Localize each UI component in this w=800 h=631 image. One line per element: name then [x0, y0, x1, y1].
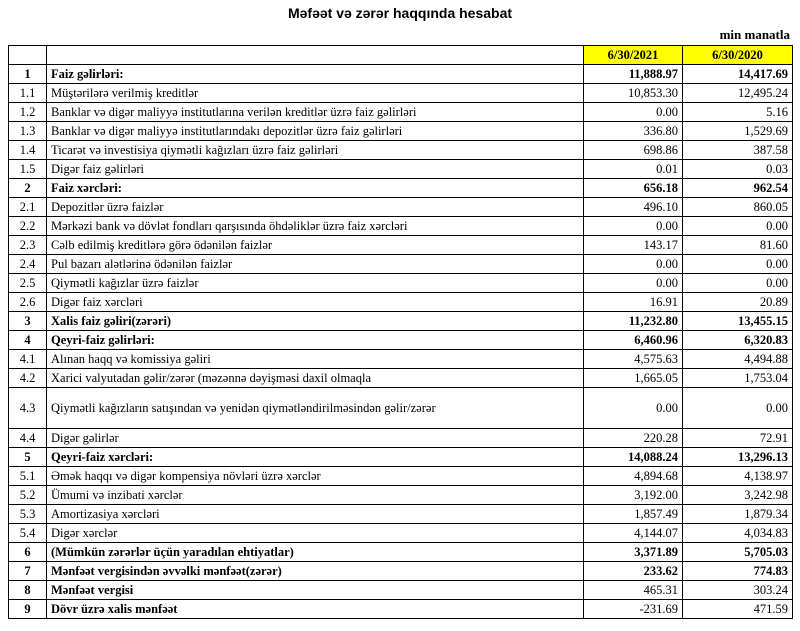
value-2020: 1,753.04 — [683, 369, 793, 388]
row-number: 2.6 — [9, 293, 47, 312]
value-2020: 6,320.83 — [683, 331, 793, 350]
value-2020: 0.00 — [683, 217, 793, 236]
value-2020: 3,242.98 — [683, 486, 793, 505]
table-row — [9, 160, 793, 179]
value-2020: 1,879.34 — [683, 505, 793, 524]
value-2021: 496.10 — [584, 198, 683, 217]
value-2020: 0.00 — [683, 255, 793, 274]
table-row — [9, 255, 793, 274]
row-number: 2.2 — [9, 217, 47, 236]
row-number: 6 — [9, 543, 47, 562]
row-number: 2 — [9, 179, 47, 198]
value-2020: 4,494.88 — [683, 350, 793, 369]
value-2020: 20.89 — [683, 293, 793, 312]
value-2020: 1,529.69 — [683, 122, 793, 141]
row-label: Cəlb edilmiş kreditlərə görə ödənilən faizlər — [47, 236, 584, 255]
value-2021: 3,371.89 — [584, 543, 683, 562]
row-number: 4.1 — [9, 350, 47, 369]
value-2021: 4,894.68 — [584, 467, 683, 486]
row-number: 4.4 — [9, 429, 47, 448]
value-2020: 303.24 — [683, 581, 793, 600]
value-2021: 143.17 — [584, 236, 683, 255]
table-row — [9, 581, 793, 600]
table-row — [9, 448, 793, 467]
row-label: Mənfəət vergisindən əvvəlki mənfəət(zərər) — [47, 562, 584, 581]
row-number: 1 — [9, 65, 47, 84]
value-2020: 5,705.03 — [683, 543, 793, 562]
value-2021: 0.00 — [584, 103, 683, 122]
value-2021: 11,888.97 — [584, 65, 683, 84]
row-label: Dövr üzrə xalis mənfəət — [47, 600, 584, 619]
row-number: 5.2 — [9, 486, 47, 505]
value-2020: 14,417.69 — [683, 65, 793, 84]
value-2021: 10,853.30 — [584, 84, 683, 103]
row-number: 1.2 — [9, 103, 47, 122]
value-2021: 0.00 — [584, 217, 683, 236]
value-2021: 233.62 — [584, 562, 683, 581]
table-row — [9, 312, 793, 331]
row-label: Faiz xərcləri: — [47, 179, 584, 198]
value-2020: 72.91 — [683, 429, 793, 448]
value-2021: 11,232.80 — [584, 312, 683, 331]
table-row — [9, 486, 793, 505]
table-row — [9, 141, 793, 160]
table-row — [9, 198, 793, 217]
row-label: Xarici valyutadan gəlir/zərər (məzənnə dəyişməsi daxil olmaqla — [47, 369, 584, 388]
value-2020: 962.54 — [683, 179, 793, 198]
value-2020: 4,138.97 — [683, 467, 793, 486]
row-number: 5.4 — [9, 524, 47, 543]
value-2021: 465.31 — [584, 581, 683, 600]
value-2021: 336.80 — [584, 122, 683, 141]
profit-loss-table — [8, 45, 793, 619]
header-blank-label — [47, 46, 584, 65]
value-2021: 0.00 — [584, 388, 683, 429]
table-row — [9, 524, 793, 543]
row-number: 8 — [9, 581, 47, 600]
table-row — [9, 429, 793, 448]
row-label: Qeyri-faiz xərcləri: — [47, 448, 584, 467]
value-2020: 774.83 — [683, 562, 793, 581]
row-label: Xalis faiz gəliri(zərəri) — [47, 312, 584, 331]
value-2020: 860.05 — [683, 198, 793, 217]
value-2021: 0.00 — [584, 255, 683, 274]
row-number: 1.4 — [9, 141, 47, 160]
row-label: (Mümkün zərərlər üçün yaradılan ehtiyatlar) — [47, 543, 584, 562]
header-blank-number — [9, 46, 47, 65]
table-row — [9, 293, 793, 312]
value-2021: -231.69 — [584, 600, 683, 619]
value-2021: 0.00 — [584, 274, 683, 293]
row-number: 1.3 — [9, 122, 47, 141]
table-row — [9, 467, 793, 486]
row-number: 7 — [9, 562, 47, 581]
row-number: 5.3 — [9, 505, 47, 524]
row-label: Pul bazarı alətlərinə ödənilən faizlər — [47, 255, 584, 274]
row-label: Qeyri-faiz gəlirləri: — [47, 331, 584, 350]
row-label: Amortizasiya xərcləri — [47, 505, 584, 524]
row-label: Faiz gəlirləri: — [47, 65, 584, 84]
value-2020: 13,455.15 — [683, 312, 793, 331]
value-2021: 656.18 — [584, 179, 683, 198]
row-label: Digər xərclər — [47, 524, 584, 543]
value-2021: 1,857.49 — [584, 505, 683, 524]
table-row — [9, 600, 793, 619]
table-row — [9, 103, 793, 122]
table-row — [9, 65, 793, 84]
row-label: Əmək haqqı və digər kompensiya növləri üzrə xərclər — [47, 467, 584, 486]
value-2020: 13,296.13 — [683, 448, 793, 467]
table-row — [9, 179, 793, 198]
row-number: 2.5 — [9, 274, 47, 293]
value-2020: 4,034.83 — [683, 524, 793, 543]
table-row — [9, 217, 793, 236]
report-table-body — [9, 65, 793, 619]
row-label: Digər faiz gəlirləri — [47, 160, 584, 179]
table-row — [9, 84, 793, 103]
value-2020: 5.16 — [683, 103, 793, 122]
value-2021: 6,460.96 — [584, 331, 683, 350]
row-number: 2.1 — [9, 198, 47, 217]
column-header-2020: 6/30/2020 — [683, 46, 793, 65]
value-2021: 4,575.63 — [584, 350, 683, 369]
table-row — [9, 236, 793, 255]
value-2020: 0.00 — [683, 274, 793, 293]
row-label: Ümumi və inzibati xərclər — [47, 486, 584, 505]
row-label: Qiymətli kağızlar üzrə faizlər — [47, 274, 584, 293]
row-label: Mərkəzi bank və dövlət fondları qarşısında öhdəliklər üzrə faiz xərcləri — [47, 217, 584, 236]
row-number: 4.2 — [9, 369, 47, 388]
row-number: 5 — [9, 448, 47, 467]
value-2020: 387.58 — [683, 141, 793, 160]
table-row — [9, 122, 793, 141]
table-row — [9, 331, 793, 350]
row-label: Digər gəlirlər — [47, 429, 584, 448]
page-title: Məfəət və zərər haqqında hesabat — [287, 5, 513, 21]
value-2020: 471.59 — [683, 600, 793, 619]
row-number: 2.3 — [9, 236, 47, 255]
value-2020: 81.60 — [683, 236, 793, 255]
value-2021: 0.01 — [584, 160, 683, 179]
value-2021: 4,144.07 — [584, 524, 683, 543]
value-2020: 12,495.24 — [683, 84, 793, 103]
table-header-row — [9, 46, 793, 65]
row-label: Digər faiz xərcləri — [47, 293, 584, 312]
table-row — [9, 543, 793, 562]
row-label: Ticarət və investisiya qiymətli kağızları üzrə faiz gəlirləri — [47, 141, 584, 160]
row-label: Müştərilərə verilmiş kreditlər — [47, 84, 584, 103]
row-number: 4.3 — [9, 388, 47, 429]
column-header-2021: 6/30/2021 — [584, 46, 683, 65]
row-number: 2.4 — [9, 255, 47, 274]
row-number: 1.1 — [9, 84, 47, 103]
unit-label: min manatla — [719, 27, 790, 42]
value-2021: 1,665.05 — [584, 369, 683, 388]
value-2020: 0.00 — [683, 388, 793, 429]
value-2021: 698.86 — [584, 141, 683, 160]
value-2020: 0.03 — [683, 160, 793, 179]
value-2021: 16.91 — [584, 293, 683, 312]
row-label: Banklar və digər maliyyə institutlarındakı depozitlər üzrə faiz gəlirləri — [47, 122, 584, 141]
table-row — [9, 274, 793, 293]
table-row — [9, 505, 793, 524]
row-number: 4 — [9, 331, 47, 350]
row-label: Banklar və digər maliyyə institutlarına verilən kreditlər üzrə faiz gəlirləri — [47, 103, 584, 122]
table-row — [9, 350, 793, 369]
row-number: 9 — [9, 600, 47, 619]
row-number: 1.5 — [9, 160, 47, 179]
value-2021: 3,192.00 — [584, 486, 683, 505]
row-number: 3 — [9, 312, 47, 331]
row-number: 5.1 — [9, 467, 47, 486]
value-2021: 14,088.24 — [584, 448, 683, 467]
row-label: Qiymətli kağızların satışından və yenidən qiymətləndirilməsindən gəlir/zərər — [47, 388, 584, 429]
table-row — [9, 562, 793, 581]
value-2021: 220.28 — [584, 429, 683, 448]
row-label: Depozitlər üzrə faizlər — [47, 198, 584, 217]
table-row — [9, 369, 793, 388]
table-row — [9, 388, 793, 429]
row-label: Alınan haqq və komissiya gəliri — [47, 350, 584, 369]
row-label: Mənfəət vergisi — [47, 581, 584, 600]
